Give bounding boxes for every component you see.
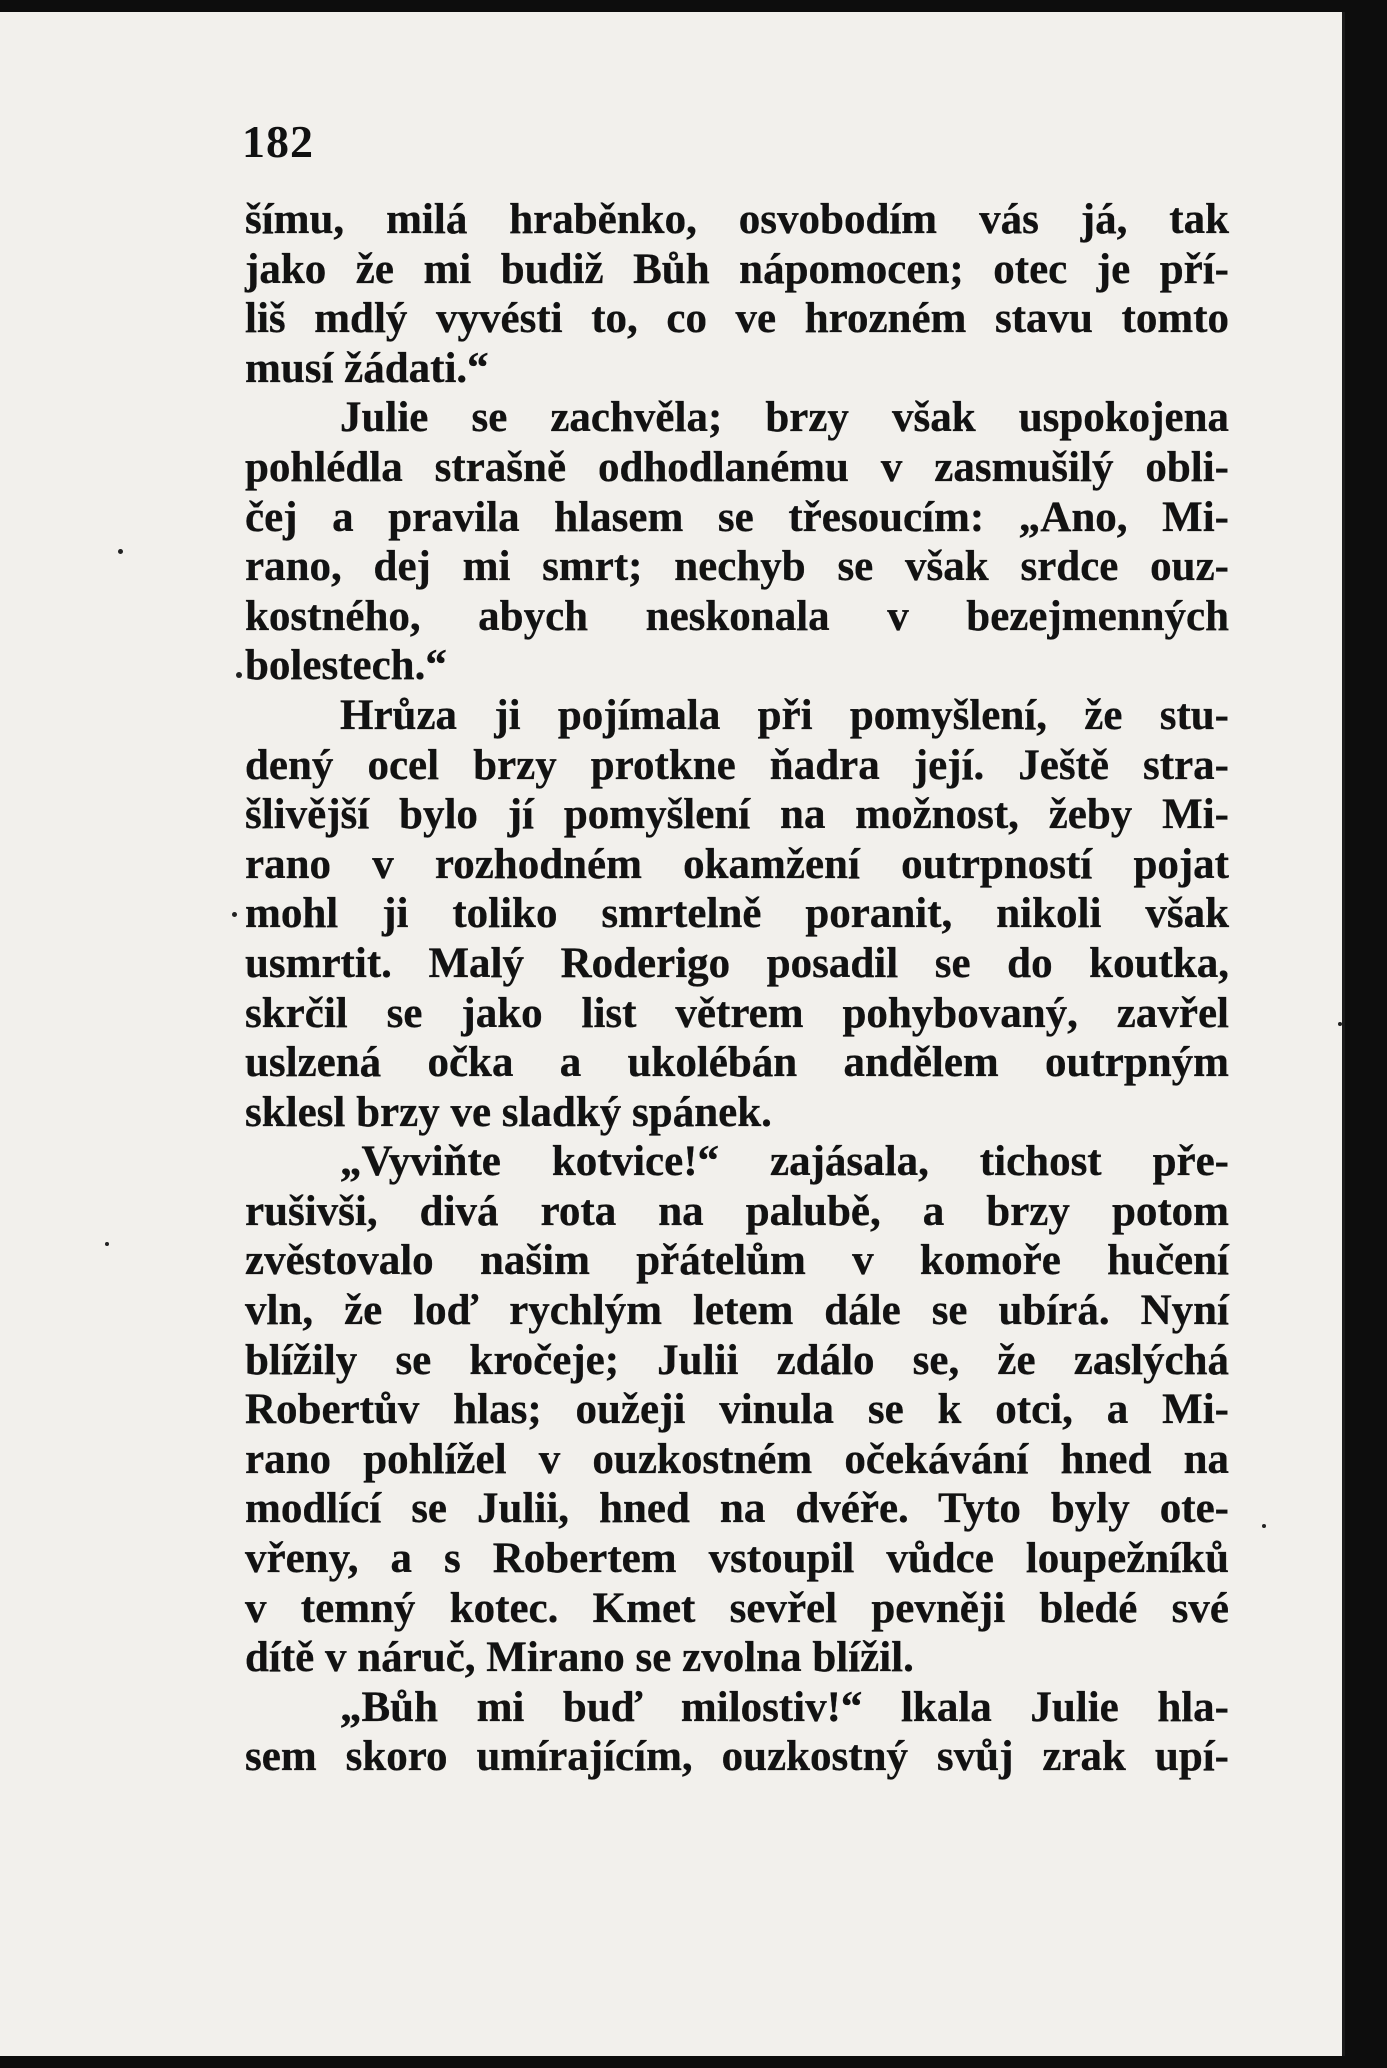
text-line: rušivši, divá rota na palubě, a brzy potom — [245, 1187, 1229, 1235]
text-line: modlící se Julii, hned na dvéře. Tyto byly ote- — [245, 1485, 1229, 1533]
text-line: mohl ji toliko smrtelně poranit, nikoli však — [245, 890, 1229, 938]
text-line: vřeny, a s Robertem vstoupil vůdce loupežníků — [245, 1535, 1229, 1583]
text-line: Hrůza ji pojímala při pomyšlení, že stu- — [340, 691, 1229, 739]
text-line: vln, že loď rychlým letem dále se ubírá. Nyní — [245, 1287, 1229, 1335]
text-line: bolestech.“ — [245, 642, 447, 690]
text-line: musí žádati.“ — [245, 344, 489, 392]
book-page — [0, 12, 1345, 2056]
ink-speck — [105, 1242, 109, 1246]
text-line: rano v rozhodném okamžení outrpností pojat — [245, 840, 1229, 888]
ink-speck — [1262, 1524, 1266, 1528]
text-line: kostného, abych neskonala v bezejmenných — [245, 592, 1229, 640]
text-line: zvěstovalo našim přátelům v komoře hučení — [245, 1237, 1229, 1285]
text-line: čej a pravila hlasem se třesoucím: „Ano, Mi- — [245, 493, 1229, 541]
text-line: šímu, milá hraběnko, osvobodím vás já, tak — [245, 196, 1229, 243]
text-line: dítě v náruč, Mirano se zvolna blížil. — [245, 1634, 914, 1682]
page-number: 182 — [242, 116, 314, 167]
body-text — [245, 195, 1229, 1782]
text-line: dený ocel brzy protkne ňadra její. Ještě stra- — [245, 741, 1229, 789]
text-line: liš mdlý vyvésti to, co ve hrozném stavu tomto — [245, 295, 1229, 343]
text-line: blížily se kročeje; Julii zdálo se, že zaslýchá — [245, 1336, 1229, 1384]
text-line: v temný kotec. Kmet sevřel pevněji bledé své — [245, 1584, 1229, 1632]
text-line: Robertův hlas; oužeji vinula se k otci, a Mi- — [245, 1386, 1229, 1434]
text-line: Julie se zachvěla; brzy však uspokojena — [340, 394, 1229, 442]
text-line: usmrtit. Malý Roderigo posadil se do koutka, — [245, 939, 1229, 987]
text-line: šlivější bylo jí pomyšlení na možnost, žeby Mi- — [245, 791, 1229, 839]
text-line: rano, dej mi smrt; nechyb se však srdce ouz- — [245, 543, 1229, 591]
text-line: „Bůh mi buď milostiv!“ lkala Julie hla- — [340, 1683, 1229, 1731]
text-line: sklesl brzy ve sladký spánek. — [245, 1088, 772, 1136]
text-line: sem skoro umírajícím, ouzkostný svůj zrak upí- — [245, 1733, 1229, 1781]
ink-speck — [236, 672, 242, 678]
text-line: skrčil se jako list větrem pohybovaný, zavřel — [245, 989, 1229, 1037]
ink-speck — [118, 549, 123, 554]
ink-speck — [232, 912, 237, 917]
text-line: pohlédla strašně odhodlanému v zasmušilý obli- — [245, 443, 1229, 491]
text-line: jako že mi budiž Bůh nápomocen; otec je pří- — [245, 245, 1229, 293]
text-line: rano pohlížel v ouzkostném očekávání hned na — [245, 1435, 1229, 1483]
text-line: „Vyviňte kotvice!“ zajásala, tichost pře- — [340, 1138, 1229, 1186]
text-line: uslzená očka a ukolébán andělem outrpným — [245, 1039, 1229, 1087]
ink-speck — [1338, 1022, 1342, 1026]
